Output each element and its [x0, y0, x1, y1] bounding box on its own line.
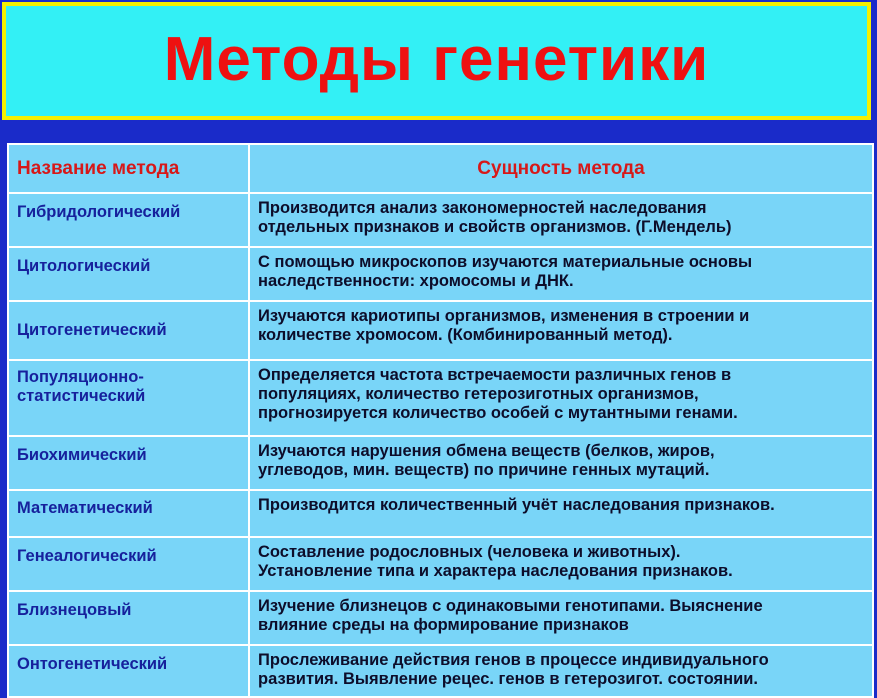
header-method-name: Название метода [8, 144, 249, 193]
method-name [8, 537, 249, 591]
essence-line: С помощью микроскопов изучаются материальные основы [258, 253, 753, 271]
method-name-text: Генеалогический [17, 547, 157, 565]
essence-line: влияние среды на формирование признаков [258, 616, 629, 634]
essence-line: Составление родословных (человека и животных). [258, 543, 681, 561]
table-row [8, 591, 873, 645]
essence-line: Производится количественный учёт наследования признаков. [258, 496, 775, 514]
method-essence [249, 537, 873, 591]
table-header-row [8, 144, 873, 193]
method-name-text: Цитогенетический [17, 321, 167, 339]
method-essence [249, 490, 873, 537]
method-name-text: Цитологический [17, 257, 151, 275]
table-row [8, 247, 873, 301]
method-name-text: Популяционно-статистический [17, 368, 146, 405]
essence-line: прогнозируется количество особей с мутантными генами. [258, 404, 738, 422]
essence-line: Установление типа и характера наследования признаков. [258, 562, 733, 580]
essence-line: отдельных признаков и свойств организмов. (Г.Мендель) [258, 218, 732, 236]
method-essence [249, 645, 873, 697]
essence-line: Изучение близнецов с одинаковыми генотипами. Выяснение [258, 597, 763, 615]
method-essence [249, 591, 873, 645]
method-name [8, 247, 249, 301]
method-name-text: Биохимический [17, 446, 147, 464]
method-essence [249, 360, 873, 436]
table-row [8, 490, 873, 537]
table-row [8, 537, 873, 591]
essence-line: количестве хромосом. (Комбинированный метод). [258, 326, 673, 344]
method-name-text: Гибридологический [17, 203, 181, 221]
method-name [8, 591, 249, 645]
method-name [8, 360, 249, 436]
table-row [8, 193, 873, 247]
methods-table [7, 143, 874, 698]
essence-line: популяциях, количество гетерозиготных организмов, [258, 385, 699, 403]
method-name-text: Математический [17, 499, 153, 517]
method-name-text: Онтогенетический [17, 655, 168, 673]
essence-line: углеводов, мин. веществ) по причине генных мутаций. [258, 461, 710, 479]
method-essence [249, 193, 873, 247]
essence-line: Прослеживание действия генов в процессе индивидуального [258, 651, 769, 669]
method-essence [249, 301, 873, 360]
method-essence [249, 247, 873, 301]
table-row [8, 436, 873, 490]
essence-line: Определяется частота встречаемости различных генов в [258, 366, 732, 384]
method-essence [249, 436, 873, 490]
method-name [8, 301, 249, 360]
essence-line: Производится анализ закономерностей наследования [258, 199, 707, 217]
essence-line: Изучаются кариотипы организмов, изменения в строении и [258, 307, 750, 325]
table-row [8, 360, 873, 436]
method-name [8, 193, 249, 247]
essence-line: наследственности: хромосомы и ДНК. [258, 272, 574, 290]
method-name-text: Близнецовый [17, 601, 132, 619]
page-title: Методы генетики [163, 24, 710, 94]
table-row [8, 645, 873, 697]
table-row [8, 301, 873, 360]
method-name [8, 645, 249, 697]
essence-line: развития. Выявление рецес. генов в гетерозигот. состоянии. [258, 670, 758, 688]
method-name [8, 436, 249, 490]
method-name [8, 490, 249, 537]
essence-line: Изучаются нарушения обмена веществ (белков, жиров, [258, 442, 715, 460]
title-banner [2, 2, 871, 120]
header-method-essence: Сущность метода [249, 144, 873, 193]
